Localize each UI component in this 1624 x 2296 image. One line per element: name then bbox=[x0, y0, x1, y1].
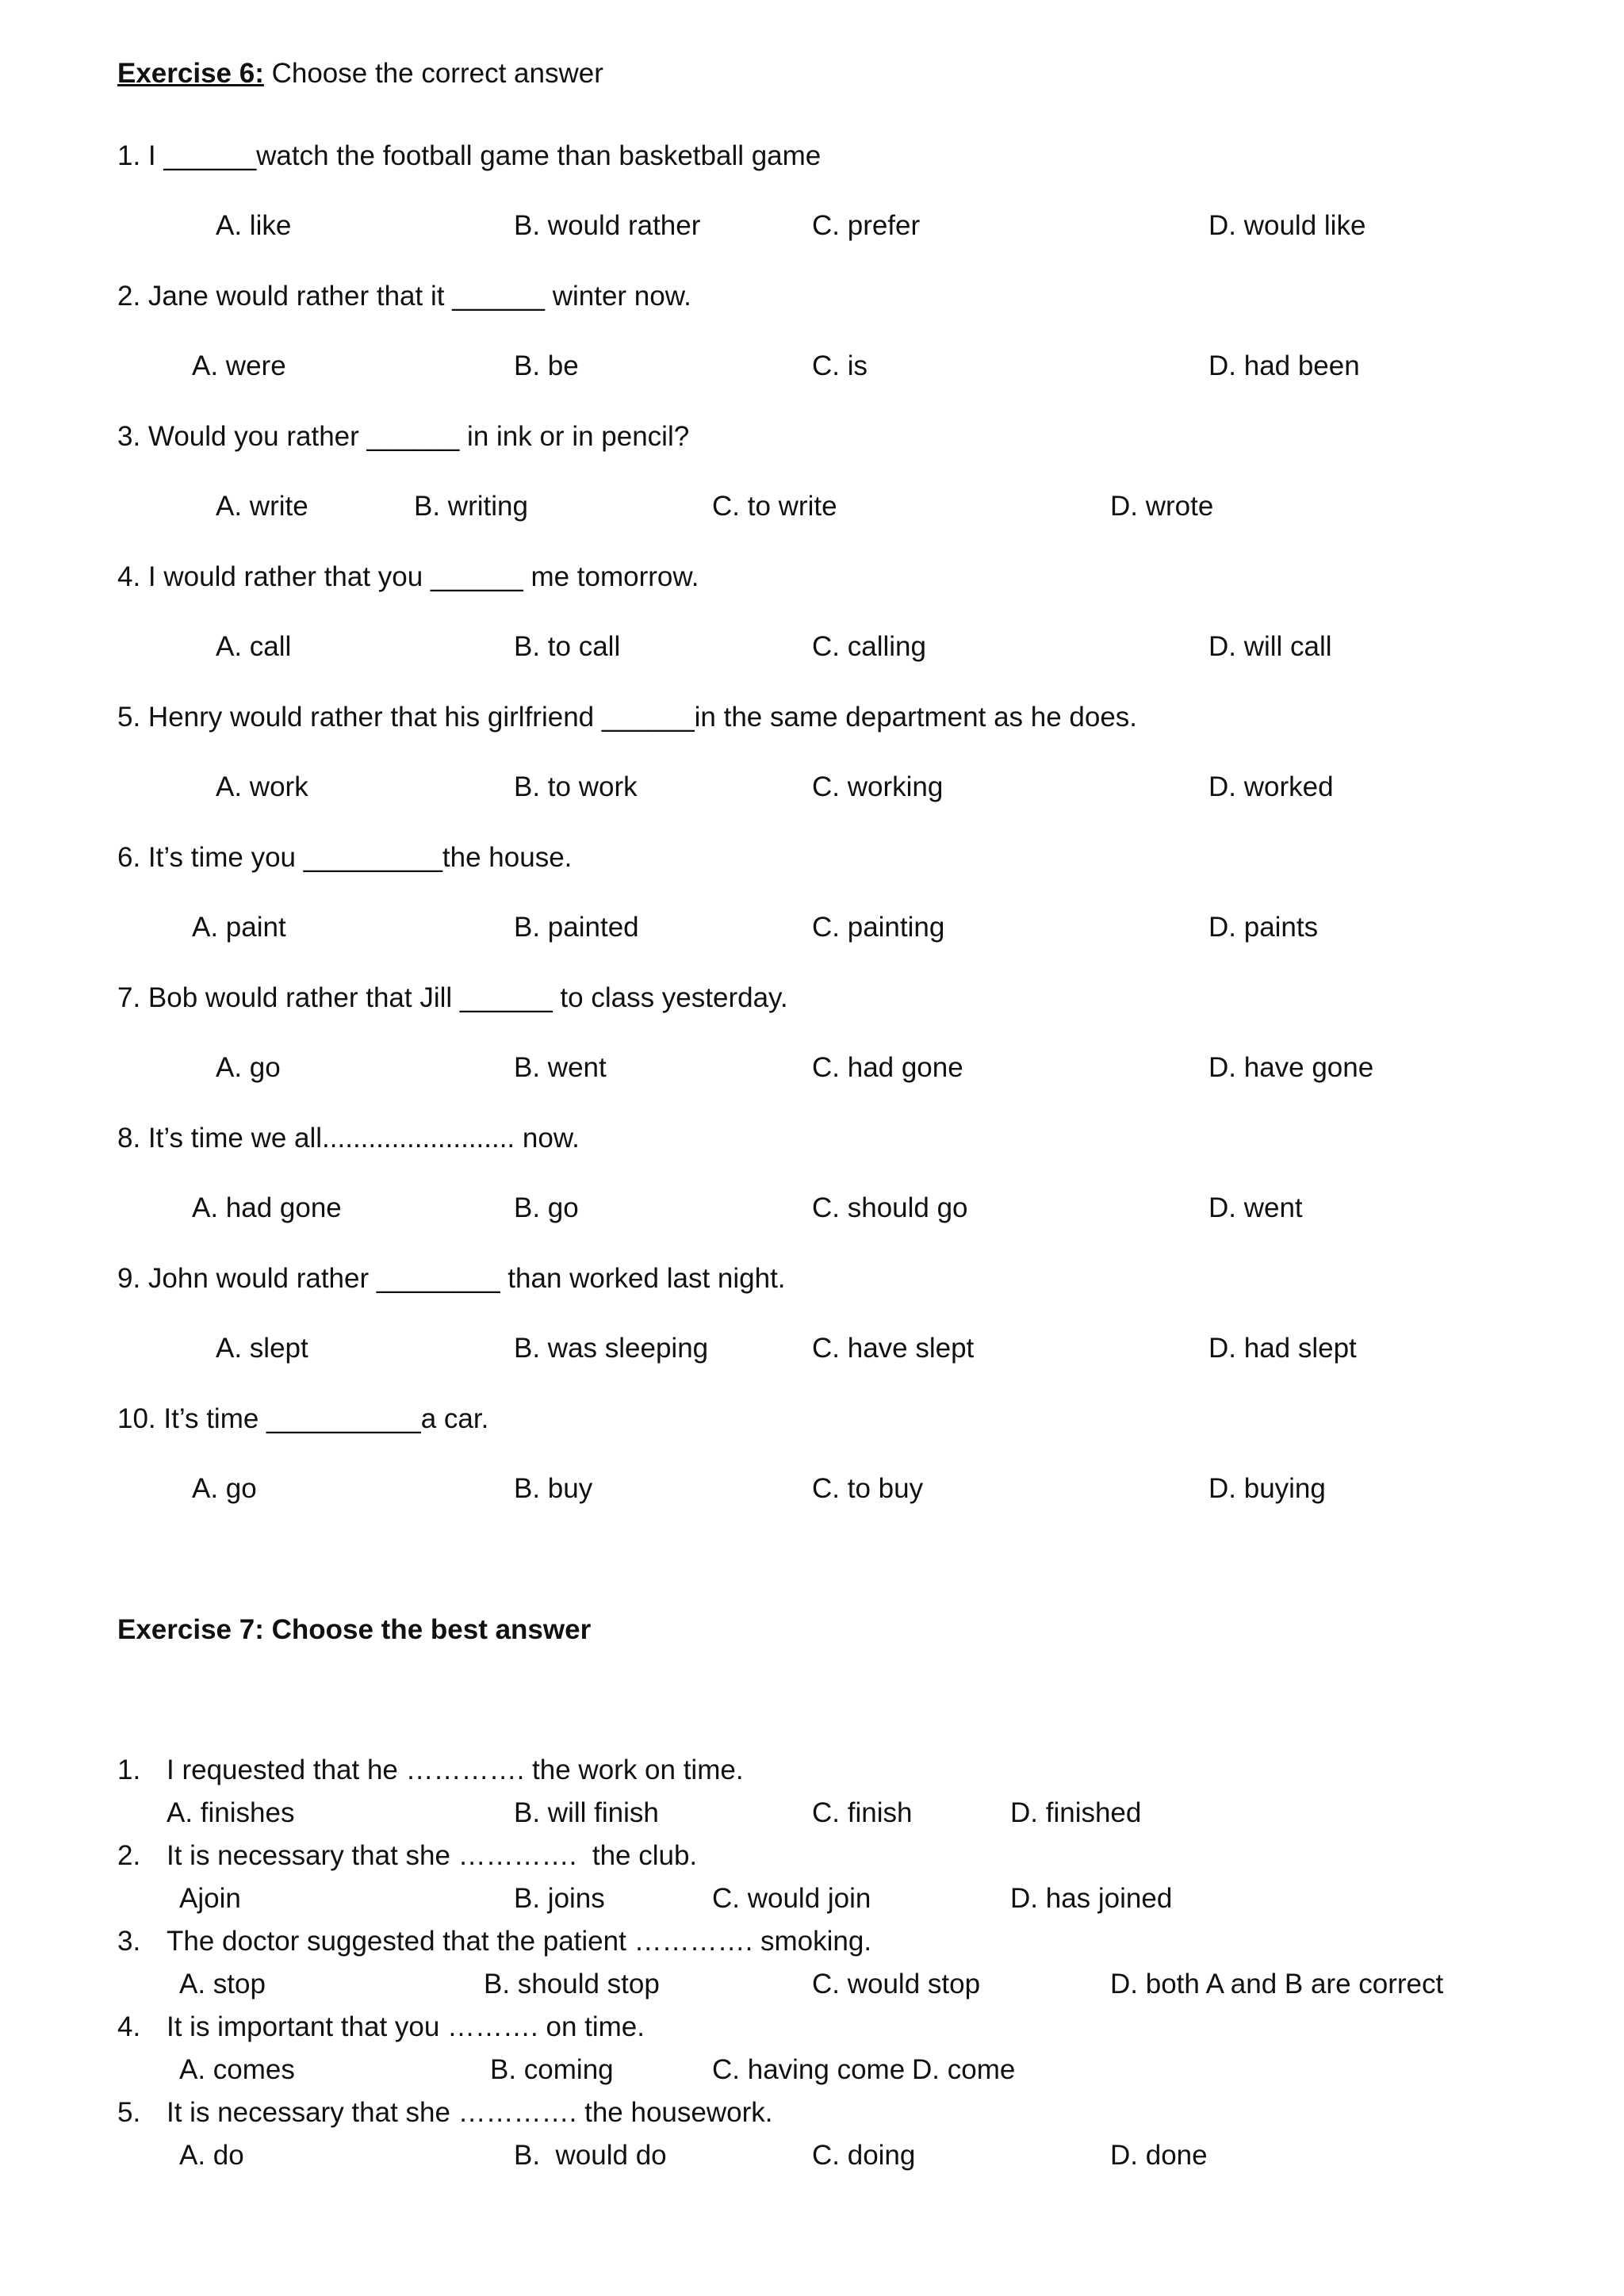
ex7-question-2: It is necessary that she …………. the club. bbox=[167, 1840, 698, 1871]
ex7-q3-option-d[interactable]: D. both A and B are correct bbox=[1110, 1969, 1444, 1999]
ex6-q8-option-d[interactable]: D. went bbox=[1208, 1192, 1303, 1223]
ex6-question-9: 9. John would rather ________ than worked last night. bbox=[117, 1263, 786, 1294]
ex7-question-3: The doctor suggested that the patient …………. smoking. bbox=[167, 1926, 872, 1957]
ex7-q3-option-a[interactable]: A. stop bbox=[179, 1969, 266, 1999]
ex6-question-3: 3. Would you rather ______ in ink or in pencil? bbox=[117, 421, 690, 452]
ex6-q10-option-a[interactable]: A. go bbox=[192, 1473, 257, 1504]
ex6-q2-option-c[interactable]: C. is bbox=[812, 350, 868, 381]
ex6-q5-option-a[interactable]: A. work bbox=[216, 771, 308, 802]
ex6-question-1: 1. I ______watch the football game than basketball game bbox=[117, 140, 822, 171]
ex6-q4-option-a[interactable]: A. call bbox=[216, 631, 292, 662]
ex6-q4-option-b[interactable]: B. to call bbox=[514, 631, 621, 662]
ex7-q1-option-a[interactable]: A. finishes bbox=[167, 1797, 295, 1828]
ex6-q2-option-d[interactable]: D. had been bbox=[1208, 350, 1360, 381]
ex6-q1-option-c[interactable]: C. prefer bbox=[812, 210, 921, 241]
ex7-question-5: It is necessary that she …………. the housework. bbox=[167, 2097, 773, 2128]
ex7-question-4: It is important that you ………. on time. bbox=[167, 2011, 645, 2042]
exercise-6-heading bbox=[117, 55, 603, 92]
ex6-q7-option-d[interactable]: D. have gone bbox=[1208, 1052, 1374, 1083]
ex6-q8-option-a[interactable]: A. had gone bbox=[192, 1192, 342, 1223]
ex6-q2-option-b[interactable]: B. be bbox=[514, 350, 579, 381]
ex6-q3-option-d[interactable]: D. wrote bbox=[1110, 491, 1214, 522]
ex7-q2-option-c[interactable]: C. would join bbox=[712, 1883, 871, 1914]
ex7-q5-option-a[interactable]: A. do bbox=[179, 2140, 244, 2171]
ex6-q3-option-a[interactable]: A. write bbox=[216, 491, 308, 522]
ex6-q7-option-a[interactable]: A. go bbox=[216, 1052, 281, 1083]
ex6-q1-option-b[interactable]: B. would rather bbox=[514, 210, 701, 241]
ex7-q5-option-d[interactable]: D. done bbox=[1110, 2140, 1208, 2171]
ex6-q6-option-c[interactable]: C. painting bbox=[812, 912, 945, 943]
ex7-question-4-number: 4. bbox=[117, 2011, 141, 2042]
ex7-q4-option-d[interactable]: D. come bbox=[912, 2054, 1016, 2085]
ex7-q2-option-a[interactable]: Ajoin bbox=[179, 1883, 241, 1914]
ex6-q9-option-d[interactable]: D. had slept bbox=[1208, 1333, 1357, 1364]
ex7-q1-option-c[interactable]: C. finish bbox=[812, 1797, 913, 1828]
ex7-question-5-number: 5. bbox=[117, 2097, 141, 2128]
ex7-q1-option-b[interactable]: B. will finish bbox=[514, 1797, 659, 1828]
ex7-q2-option-b[interactable]: B. joins bbox=[514, 1883, 605, 1914]
ex6-q9-option-b[interactable]: B. was sleeping bbox=[514, 1333, 709, 1364]
ex7-q4-option-b[interactable]: B. coming bbox=[490, 2054, 614, 2085]
ex6-q2-option-a[interactable]: A. were bbox=[192, 350, 286, 381]
ex6-question-4: 4. I would rather that you ______ me tomorrow. bbox=[117, 561, 699, 592]
ex7-q1-option-d[interactable]: D. finished bbox=[1010, 1797, 1142, 1828]
ex6-q9-option-a[interactable]: A. slept bbox=[216, 1333, 308, 1364]
ex6-q4-option-d[interactable]: D. will call bbox=[1208, 631, 1332, 662]
exercise-6-label: Exercise 6: bbox=[117, 58, 264, 89]
ex6-question-2: 2. Jane would rather that it ______ winter now. bbox=[117, 281, 691, 312]
ex6-q7-option-b[interactable]: B. went bbox=[514, 1052, 607, 1083]
ex6-q9-option-c[interactable]: C. have slept bbox=[812, 1333, 975, 1364]
ex6-question-6: 6. It’s time you _________the house. bbox=[117, 842, 573, 873]
ex6-q10-option-d[interactable]: D. buying bbox=[1208, 1473, 1326, 1504]
ex7-question-3-number: 3. bbox=[117, 1926, 141, 1957]
ex6-q6-option-d[interactable]: D. paints bbox=[1208, 912, 1319, 943]
ex6-q5-option-d[interactable]: D. worked bbox=[1208, 771, 1334, 802]
ex6-question-7: 7. Bob would rather that Jill ______ to class yesterday. bbox=[117, 982, 788, 1013]
ex6-q1-option-a[interactable]: A. like bbox=[216, 210, 292, 241]
ex7-q4-option-a[interactable]: A. comes bbox=[179, 2054, 295, 2085]
ex7-question-2-number: 2. bbox=[117, 1840, 141, 1871]
ex6-question-10: 10. It’s time __________a car. bbox=[117, 1403, 489, 1434]
ex7-q5-option-c[interactable]: C. doing bbox=[812, 2140, 916, 2171]
ex6-q3-option-c[interactable]: C. to write bbox=[712, 491, 837, 522]
ex6-q4-option-c[interactable]: C. calling bbox=[812, 631, 926, 662]
ex6-q3-option-b[interactable]: B. writing bbox=[414, 491, 528, 522]
ex6-question-8: 8. It’s time we all......................... now. bbox=[117, 1123, 580, 1154]
ex6-q6-option-b[interactable]: B. painted bbox=[514, 912, 639, 943]
ex7-q2-option-d[interactable]: D. has joined bbox=[1010, 1883, 1173, 1914]
ex6-q5-option-c[interactable]: C. working bbox=[812, 771, 944, 802]
ex6-q10-option-b[interactable]: B. buy bbox=[514, 1473, 593, 1504]
ex7-question-1-number: 1. bbox=[117, 1755, 141, 1785]
ex6-question-5: 5. Henry would rather that his girlfriend ______in the same department as he does. bbox=[117, 702, 1138, 733]
ex6-q6-option-a[interactable]: A. paint bbox=[192, 912, 286, 943]
ex6-q10-option-c[interactable]: C. to buy bbox=[812, 1473, 924, 1504]
ex7-question-1: I requested that he …………. the work on time. bbox=[167, 1755, 744, 1785]
ex6-q1-option-d[interactable]: D. would like bbox=[1208, 210, 1366, 241]
ex6-q8-option-b[interactable]: B. go bbox=[514, 1192, 579, 1223]
ex7-q5-option-b[interactable]: B. would do bbox=[514, 2140, 667, 2171]
exercise-7-heading: Exercise 7: Choose the best answer bbox=[117, 1614, 592, 1645]
ex6-q5-option-b[interactable]: B. to work bbox=[514, 771, 638, 802]
exercise-6-instruction: Choose the correct answer bbox=[263, 58, 603, 89]
ex7-q4-option-c[interactable]: C. having come bbox=[712, 2054, 906, 2085]
ex6-q7-option-c[interactable]: C. had gone bbox=[812, 1052, 963, 1083]
ex7-q3-option-c[interactable]: C. would stop bbox=[812, 1969, 981, 1999]
ex7-q3-option-b[interactable]: B. should stop bbox=[484, 1969, 660, 1999]
ex6-q8-option-c[interactable]: C. should go bbox=[812, 1192, 968, 1223]
